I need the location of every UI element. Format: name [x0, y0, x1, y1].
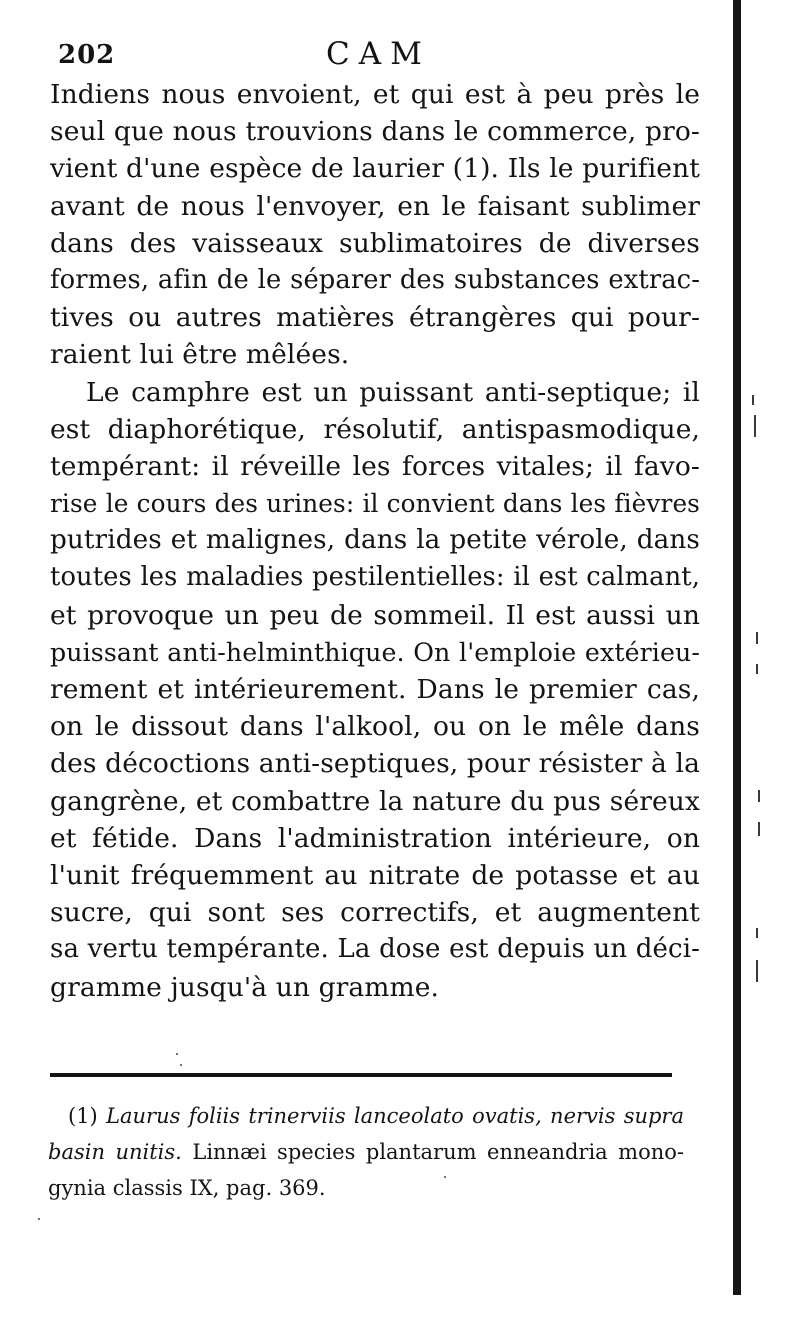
text-line: formes, afin de le séparer des substances extrac-: [50, 264, 700, 295]
footnote-citation: Linnæi species plantarum enneandria mono-: [192, 1140, 685, 1164]
paper-speck: [444, 1176, 446, 1178]
page-number: 202: [58, 40, 116, 70]
text-line: putrides et malignes, dans la petite vérole, dans: [50, 525, 700, 556]
text-line: est diaphorétique, résolutif, antispasmodique,: [50, 413, 700, 445]
body-text: [50, 76, 700, 1006]
footnote-line: [48, 1098, 684, 1134]
text-line: raient lui être mêlées.: [50, 339, 350, 371]
text-line: et fétide. Dans l'administration intérieure, on: [50, 822, 700, 854]
text-line: vient d'une espèce de laurier (1). Ils le purifient: [50, 153, 700, 185]
footnote-line: gynia classis IX, pag. 369.: [48, 1176, 326, 1200]
text-line: on le dissout dans l'alkool, ou on le mêle dans: [50, 711, 700, 743]
paper-speck: [38, 1218, 40, 1220]
text-line: tempérant: il réveille les forces vitales; il favo-: [50, 450, 700, 482]
text-line: gramme jusqu'à un gramme.: [50, 971, 440, 1003]
text-line: Indiens nous envoient, et qui est à peu près le: [50, 79, 700, 110]
text-line: sa vertu tempérante. La dose est depuis un déci-: [50, 934, 700, 965]
margin-marks: [748, 0, 768, 1300]
text-line: seul que nous trouvions dans le commerce, pro-: [50, 116, 700, 148]
text-line: toutes les maladies pestilentielles: il est calmant,: [50, 562, 700, 593]
paper-speck: [176, 1053, 178, 1055]
text-line: gangrène, et combattre la nature du pus séreux: [50, 785, 700, 817]
text-line: tives ou autres matières étrangères qui pour-: [50, 302, 700, 334]
text-line: rement et intérieurement. Dans le premier cas,: [50, 674, 700, 705]
text-line: et provoque un peu de sommeil. Il est aussi un: [50, 599, 700, 631]
text-line: rise le cours des urines: il convient dans les fièvres: [50, 489, 700, 519]
text-line: l'unit fréquemment au nitrate de potasse et au: [50, 859, 700, 891]
page-header: [58, 36, 698, 76]
binding-edge: [733, 0, 741, 1295]
footnote-marker: (1): [68, 1104, 98, 1128]
footnote: [48, 1098, 684, 1206]
footnote-latin-text: basin unitis.: [48, 1140, 182, 1164]
footnote-line: [48, 1134, 684, 1170]
text-line: puissant anti-helminthique. On l'emploie extérieu-: [50, 637, 700, 667]
text-line: des décoctions anti-septiques, pour résister à la: [50, 748, 700, 780]
text-line: sucre, qui sont ses correctifs, et augmentent: [50, 897, 700, 929]
footnote-latin-text: Laurus foliis trinerviis lanceolato ovatis, nervis supra: [106, 1104, 684, 1128]
paper-speck: [180, 1064, 182, 1066]
text-line: Le camphre est un puissant anti-septique; il: [86, 376, 700, 408]
text-line: avant de nous l'envoyer, en le faisant sublimer: [50, 190, 700, 222]
footnote-rule: [50, 1073, 672, 1077]
text-line: dans des vaisseaux sublimatoires de diverses: [50, 227, 700, 259]
running-head: CAM: [326, 36, 431, 72]
